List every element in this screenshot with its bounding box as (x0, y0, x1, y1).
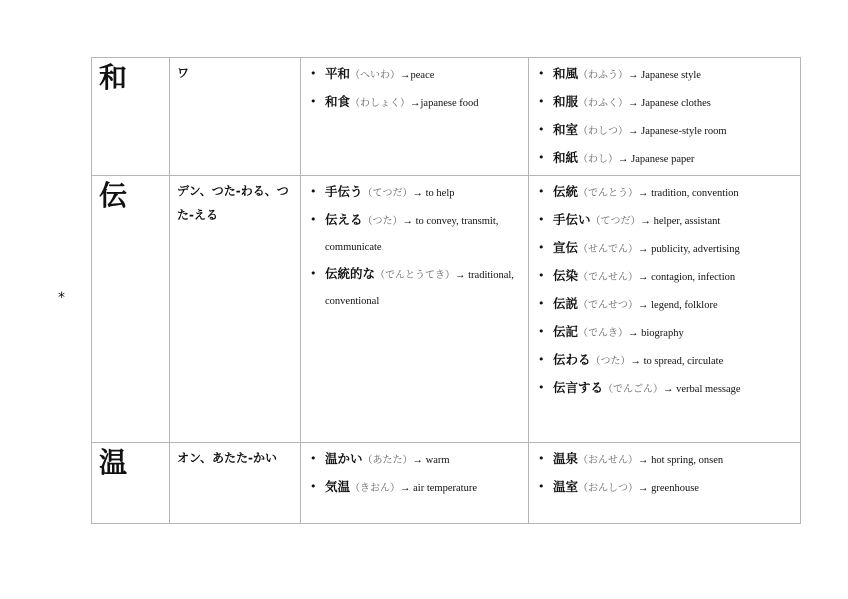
english-meaning: → Japanese paper (618, 154, 695, 165)
vocab-word: 和服 (553, 94, 579, 109)
vocab-word: 和紙 (553, 150, 579, 165)
kanji-cell (92, 176, 170, 443)
english-meaning: → traditional, conventional (325, 270, 514, 307)
kanji-table (91, 57, 801, 524)
vocab-word: 伝言する (553, 380, 604, 395)
kana-reading: （でんとうてき） (375, 270, 456, 281)
list-item (553, 207, 796, 235)
related-cell (529, 443, 801, 524)
vocab-word: 伝染 (553, 268, 579, 283)
kana-reading: （おんせん） (578, 455, 639, 466)
kana-reading: （つた） (590, 356, 631, 367)
english-meaning: → tradition, convention (638, 188, 739, 199)
asterisk-marker: * (58, 290, 65, 306)
list-item (325, 179, 524, 207)
list-item (553, 61, 796, 89)
vocab-list (301, 443, 528, 504)
vocab-word: 伝記 (553, 324, 579, 339)
list-item (325, 261, 524, 315)
vocab-word: 伝統 (553, 184, 579, 199)
list-item (553, 319, 796, 347)
vocab-word: 和室 (553, 122, 579, 137)
english-meaning: → to convey, transmit, communicate (325, 216, 499, 253)
kana-reading: （でんごん） (603, 384, 664, 395)
kana-reading: （でんせん） (578, 272, 639, 283)
related-cell (529, 176, 801, 443)
list-item (553, 446, 796, 474)
list-item (553, 263, 796, 291)
vocab-word: 伝わる (553, 352, 591, 367)
kanji-row (92, 443, 801, 524)
kanji-row (92, 176, 801, 443)
kana-reading: （てつだ） (362, 188, 413, 199)
vocab-word: 伝説 (553, 296, 579, 311)
kanji-character: 温 (99, 446, 128, 479)
kanji-cell (92, 58, 170, 176)
vocab-word: 伝える (325, 212, 363, 227)
vocab-cell (301, 176, 529, 443)
english-meaning: → greenhouse (638, 483, 699, 494)
list-item (553, 89, 796, 117)
related-cell (529, 58, 801, 176)
vocab-word: 気温 (325, 479, 351, 494)
kana-reading: （でんとう） (578, 188, 639, 199)
english-meaning: →japanese food (410, 98, 479, 109)
vocab-list (301, 176, 528, 317)
kana-reading: （でんせつ） (578, 300, 639, 311)
kana-reading: （せんでん） (578, 244, 639, 255)
kana-reading: （つた） (362, 216, 403, 227)
english-meaning: → Japanese clothes (628, 98, 711, 109)
kana-reading: （わふう） (578, 70, 629, 81)
list-item (553, 235, 796, 263)
english-meaning: →peace (400, 70, 435, 81)
list-item (325, 446, 524, 474)
vocab-word: 和風 (553, 66, 579, 81)
vocab-cell (301, 443, 529, 524)
kanji-reading: デン、つた-わる、つた-える (177, 184, 289, 222)
english-meaning: → to spread, circulate (630, 356, 724, 367)
english-meaning: → Japanese style (628, 70, 701, 81)
english-meaning: → publicity, advertising (638, 244, 740, 255)
kana-reading: （わふく） (578, 98, 629, 109)
kana-reading: （てつだ） (590, 216, 641, 227)
vocab-word: 手伝う (325, 184, 363, 199)
english-meaning: → to help (412, 188, 455, 199)
kanji-reading: オン、あたた-かい (177, 451, 278, 465)
list-item (325, 207, 524, 261)
reading-cell (170, 58, 301, 176)
vocab-word: 宣伝 (553, 240, 579, 255)
english-meaning: → contagion, infection (638, 272, 736, 283)
vocab-word: 温泉 (553, 451, 579, 466)
vocab-word: 手伝い (553, 212, 591, 227)
vocab-word: 平和 (325, 66, 351, 81)
kana-reading: （わしつ） (578, 126, 629, 137)
kana-reading: （でんき） (578, 328, 629, 339)
english-meaning: → legend, folklore (638, 300, 718, 311)
vocab-word: 温室 (553, 479, 579, 494)
kana-reading: （わしょく） (350, 98, 411, 109)
list-item (553, 145, 796, 173)
english-meaning: → helper, assistant (640, 216, 721, 227)
kana-reading: （へいわ） (350, 70, 401, 81)
list-item (553, 347, 796, 375)
kanji-reading: ワ (177, 66, 190, 80)
reading-cell (170, 176, 301, 443)
kana-reading: （あたた） (362, 455, 413, 466)
kanji-character: 和 (99, 61, 128, 94)
reading-cell (170, 443, 301, 524)
list-item (553, 375, 796, 403)
kana-reading: （おんしつ） (578, 483, 639, 494)
english-meaning: → air temperature (400, 483, 477, 494)
list-item (325, 474, 524, 502)
related-list (529, 58, 800, 175)
english-meaning: → warm (412, 455, 450, 466)
vocab-cell (301, 58, 529, 176)
list-item (553, 474, 796, 502)
related-list (529, 176, 800, 405)
list-item (325, 89, 524, 117)
related-list (529, 443, 800, 504)
english-meaning: → verbal message (663, 384, 741, 395)
vocab-list (301, 58, 528, 119)
kana-reading: （きおん） (350, 483, 401, 494)
list-item (553, 291, 796, 319)
list-item (325, 61, 524, 89)
kanji-row (92, 58, 801, 176)
english-meaning: → hot spring, onsen (638, 455, 724, 466)
kanji-character: 伝 (99, 179, 128, 212)
kanji-cell (92, 443, 170, 524)
kana-reading: （わし） (578, 154, 619, 165)
english-meaning: → Japanese-style room (628, 126, 727, 137)
vocab-word: 温かい (325, 451, 363, 466)
vocab-word: 伝統的な (325, 266, 376, 281)
vocab-word: 和食 (325, 94, 351, 109)
english-meaning: → biography (628, 328, 684, 339)
list-item (553, 117, 796, 145)
list-item (553, 179, 796, 207)
